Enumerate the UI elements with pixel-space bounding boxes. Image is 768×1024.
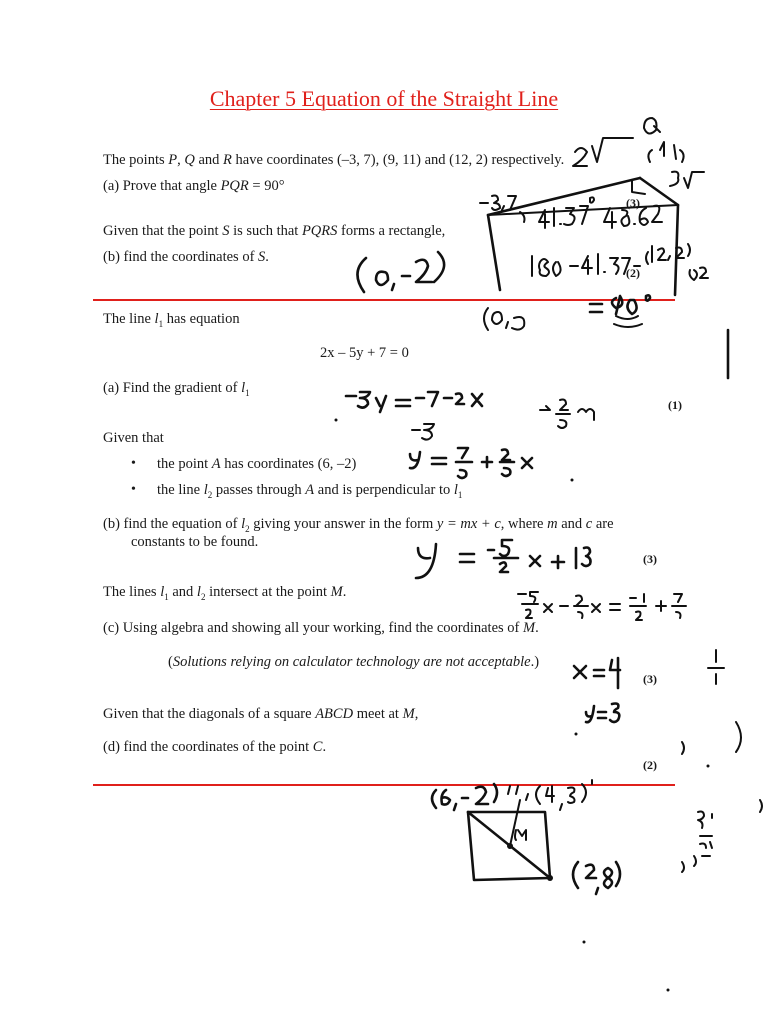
bullet-icon: • [131,456,136,471]
bullet-icon: • [131,482,136,497]
q2-square: Given that the diagonals of a square ABCD meet at M, [103,706,419,722]
q2-bullet-1: the point A has coordinates (6, –2) [157,456,357,472]
q2-bullet-2: the line $l_2$ passes through A and is perpendicular to $l_1$ [157,482,463,500]
q1-mark-a: (3) [626,196,640,210]
q1-stem: The points P, Q and R have coordinates (–3, 7), (9, 11) and (12, 2) respectively. [103,152,565,168]
q1-given: Given that the point S is such that PQRS forms a rectangle, [103,223,446,239]
q2-mark-c: (3) [643,672,657,686]
q1-part-b: (b) find the coordinates of S. [103,249,269,265]
q2-mark-d: (2) [643,758,657,772]
q2-part-b-line2: constants to be found. [131,534,259,550]
q2-part-b: (b) find the equation of $l_2$ giving your answer in the form y = mx + c, where m and c are [103,516,614,534]
q2-line: The line $l_1$ has equation [103,311,240,329]
page-title: Chapter 5 Equation of the Straight Line [209,86,559,111]
q1-mark-b: (2) [626,266,640,280]
q2-note: (Solutions relying on calculator technology are not acceptable.) [168,654,540,670]
q2-part-c: (c) Using algebra and showing all your working, find the coordinates of M. [103,620,539,636]
q2-equation: 2x – 5y + 7 = 0 [320,345,409,361]
q2-given: Given that [103,430,164,446]
q2-part-a: (a) Find the gradient of $l_1$ [103,380,250,398]
q2-intersect: The lines $l_1$ and $l_2$ intersect at the point M. [103,584,347,602]
q2-mark-a: (1) [668,398,682,412]
q2-part-d: (d) find the coordinates of the point C. [103,739,327,755]
q1-part-a: (a) Prove that angle PQR = 90° [103,178,285,194]
q2-mark-b: (3) [643,552,657,566]
